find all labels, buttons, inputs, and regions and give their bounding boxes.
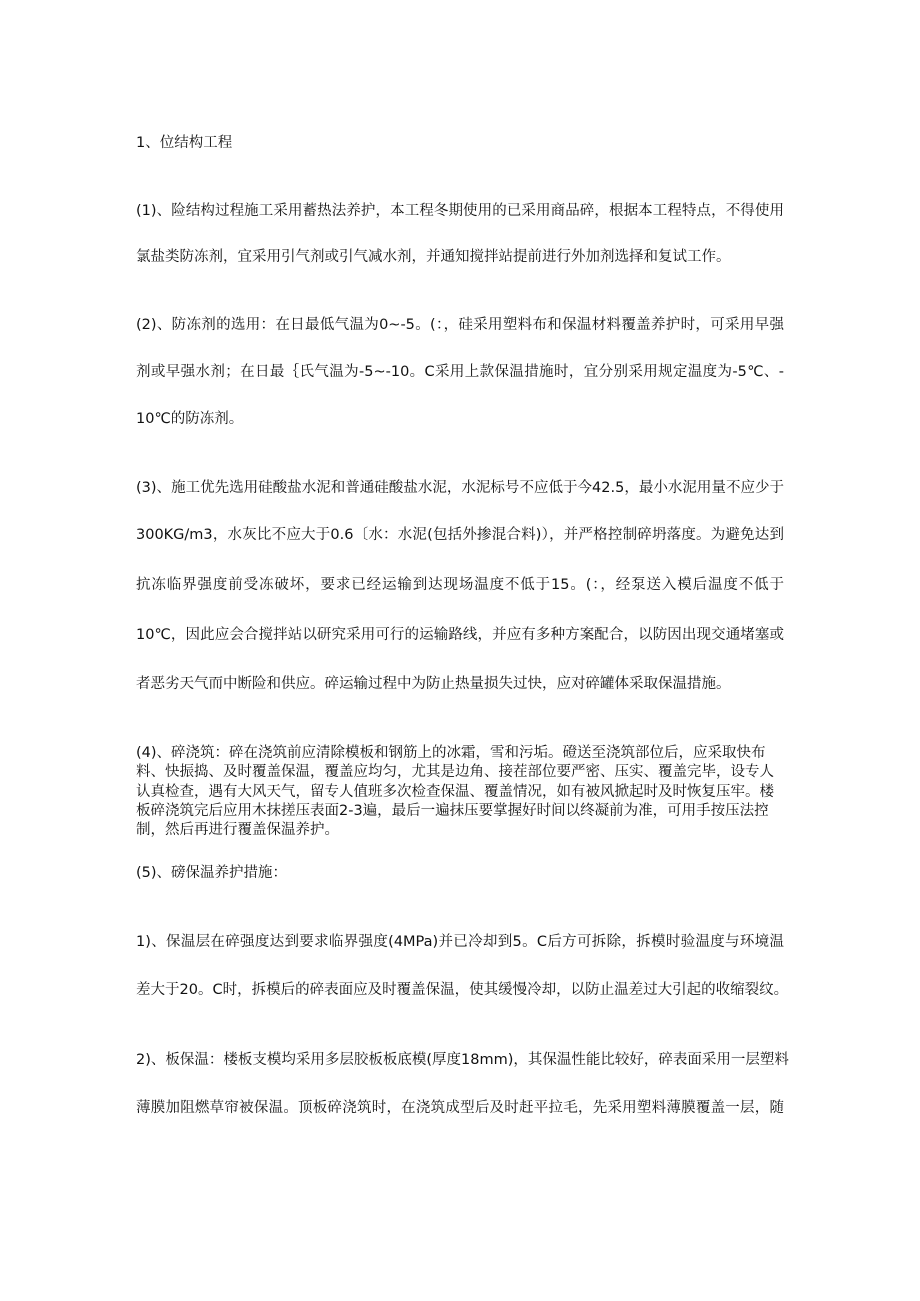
paragraph-4-line-3: 认真检查，遇有大风天气，留专人值班多次检查保温、覆盖情况，如有被风掀起时及时恢复压牢。楼	[136, 783, 774, 800]
paragraph-4-line-4: 板碎浇筑完后应用木抹搓压表面2-3遍，最后一遍抹压要掌握好时间以终凝前为准，可用手按压法控	[136, 802, 769, 819]
paragraph-1-line-2: 氯盐类防冻剂，宜采用引气剂或引气减水剂，并通知搅拌站提前进行外加剂选择和复试工作。	[136, 249, 731, 265]
paragraph-4-line-5: 制，然后再进行覆盖保温养护。	[136, 822, 339, 839]
paragraph-3-line-5: 者恶劣天气而中断险和供应。碎运输过程中为防止热量损失过快，应对碎罐体采取保温措施。	[136, 676, 731, 692]
paragraph-2-line-1: (2)、防冻剂的选用：在日最低气温为0~-5。(：，硅采用塑料布和保温材料覆盖养护时，可采用早强	[136, 317, 784, 333]
item-2-line-2: 薄膜加阻燃草帘被保温。顶板碎浇筑时，在浇筑成型后及时赶平拉毛，先采用塑料薄膜覆盖一层，随	[136, 1100, 784, 1116]
paragraph-4	[136, 744, 784, 840]
section-5-title: (5)、磅保温养护措施：	[136, 865, 288, 881]
paragraph-3-line-4: 10℃，因此应会合搅拌站以研究采用可行的运输路线，并应有多种方案配合，以防因出现交通堵塞或	[136, 627, 784, 643]
paragraph-3-line-1: (3)、施工优先选用硅酸盐水泥和普通硅酸盐水泥，水泥标号不应低于今42.5，最小水泥用量不应少于	[136, 480, 784, 496]
item-2-line-1: 2)、板保温：楼板支模均采用多层胶板板底模(厚度18mm)，其保温性能比较好，碎表面采用一层塑料	[136, 1052, 789, 1068]
section-heading: 1、位结构工程	[136, 135, 233, 151]
paragraph-3-line-2: 300KG∕m3，水灰比不应大于0.6〔水：水泥(包括外掺混合料)），并严格控制碎坍落度。为避免达到	[136, 527, 784, 543]
item-1-line-1: 1)、保温层在碎强度达到要求临界强度(4MPa)并已冷却到5。C后方可拆除，拆模时验温度与环境温	[136, 934, 784, 950]
paragraph-3-line-3: 抗冻临界强度前受冻破坏，要求已经运输到达现场温度不低于15。(：，经泵送入模后温度不低于	[136, 577, 784, 593]
item-1-line-2: 差大于20。C时，拆模后的碎表面应及时覆盖保温，使其缓慢冷却，以防止温差过大引起的收缩裂纹。	[136, 982, 789, 998]
paragraph-1-line-1: (1)、险结构过程施工采用蓄热法养护，本工程冬期使用的已采用商品碎，根据本工程特点，不得使用	[136, 203, 784, 219]
paragraph-2-line-2: 剂或早强水剂；在日最｛氏气温为-5~-10。C采用上款保温措施时，宜分别采用规定温度为-5℃、-	[136, 364, 784, 380]
paragraph-4-line-1: (4)、碎浇筑：碎在浇筑前应清除模板和钢筋上的冰霜，雪和污垢。磴送至浇筑部位后，应采取快布	[136, 745, 766, 761]
paragraph-2-line-3: 10℃的防冻剂。	[136, 411, 244, 427]
paragraph-4-line-2: 料、快振捣、及时覆盖保温，覆盖应均匀，尤其是边角、接茬部位要严密、压实、覆盖完毕，设专人	[136, 764, 774, 781]
